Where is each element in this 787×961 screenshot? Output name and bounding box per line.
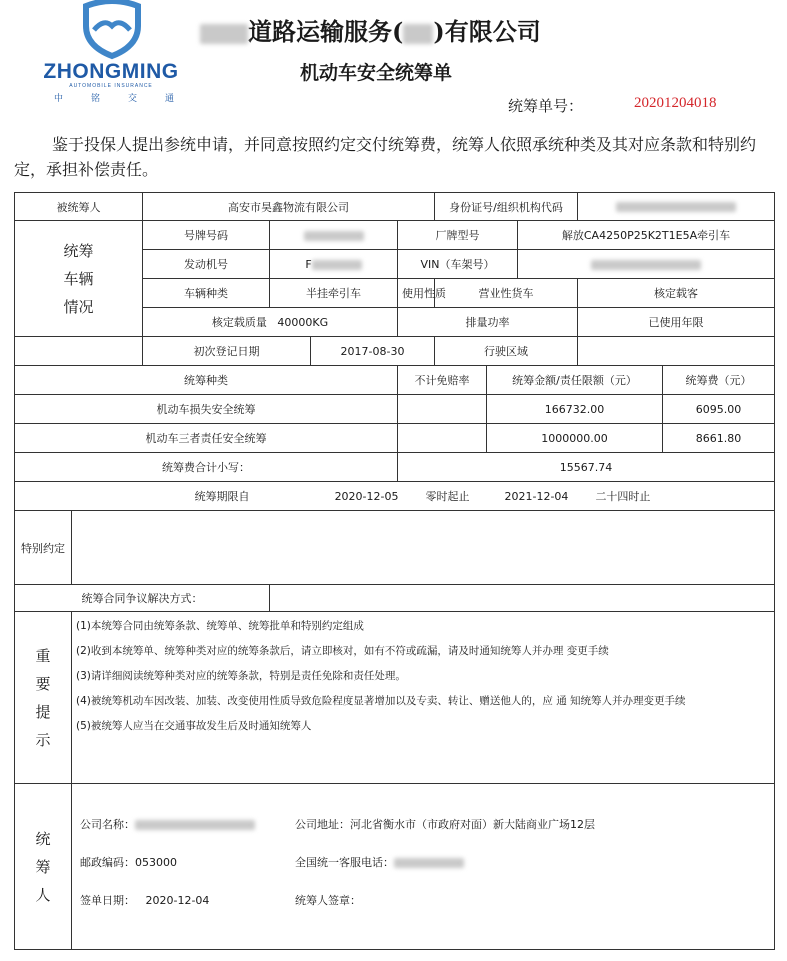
vin-label: VIN（车架号） — [398, 250, 518, 279]
tips-list — [72, 612, 775, 784]
tip-item: (4)被统筹机动车因改装、加装、改变使用性质导致危险程度显著增加以及专卖、转让、赠送他人的，应 通 知统筹人并办理变更手续 — [76, 695, 686, 707]
coverage-header-fee: 统筹费（元） — [663, 366, 775, 395]
redacted-block — [616, 202, 736, 212]
engine-value: F — [270, 250, 398, 279]
coverage-header-deductible: 不计免赔率 — [398, 366, 487, 395]
tip-item: (5)被统筹人应当在交通事故发生后及时通知统筹人 — [76, 720, 312, 732]
area-value — [578, 337, 775, 366]
coverage-row-amount: 166732.00 — [487, 395, 663, 424]
redacted-block — [304, 231, 364, 241]
logo-cn-text: 中 铭 交 通 — [54, 94, 174, 104]
doc-number-label: 统筹单号： — [508, 97, 584, 115]
tip-item: (3)请详细阅读统筹种类对应的统筹条款，特别是责任免除和责任处理。 — [76, 670, 406, 682]
coverage-row-amount: 1000000.00 — [487, 424, 663, 453]
special-value — [72, 511, 775, 585]
coverage-row-deductible — [398, 424, 487, 453]
use-label: 使用性质 — [398, 279, 435, 308]
brand-value: 解放CA4250P25K2T1E5A牵引车 — [518, 221, 775, 250]
insurer-info: 公司名称： 公司地址：河北省衡水市（市政府对面）新大陆商业广场12层 邮政编码：053000 全国统一客服电话： 签单日期： 2020-12-04 统筹人签章： — [72, 784, 775, 950]
coverage-header-type: 统筹种类 — [15, 366, 398, 395]
redacted-block — [200, 24, 248, 44]
plate-value — [270, 221, 398, 250]
reg-date-label: 初次登记日期 — [143, 337, 311, 366]
redacted-block — [312, 260, 362, 270]
area-label: 行驶区域 — [435, 337, 578, 366]
type-label: 车辆种类 — [143, 279, 270, 308]
insurer-sign-label: 统筹人签章： — [295, 894, 361, 907]
reg-date-value: 2017-08-30 — [311, 337, 435, 366]
dispute-label: 统筹合同争议解决方式： — [15, 585, 270, 612]
company-name: 道路运输服务( )有限公司 — [200, 12, 541, 47]
insurer-address: 河北省衡水市（市政府对面）新大陆商业广场12层 — [350, 818, 595, 831]
years-label: 已使用年限 — [578, 308, 775, 337]
spacer-cell — [15, 337, 143, 366]
power-label: 排量功率 — [398, 308, 578, 337]
coverage-header-amount: 统筹金额/责任限额（元） — [487, 366, 663, 395]
load-cell: 核定载质量 40000KG — [143, 308, 398, 337]
tip-item: (1)本统筹合同由统筹条款、统筹单、统筹批单和特别约定组成 — [76, 620, 364, 632]
insured-label: 被统筹人 — [15, 193, 143, 221]
logo-sub-text: AUTOMOBILE INSURANCE — [69, 83, 153, 89]
seats-label: 核定载客 — [578, 279, 775, 308]
insurer-label: 统 筹 人 — [15, 784, 72, 950]
period-row: 统筹期限自 2020-12-05 零时起止 2021-12-04 二十四时止 — [15, 482, 775, 511]
sign-date: 2020-12-04 — [145, 894, 210, 907]
tips-label: 重 要 提 示 — [15, 612, 72, 784]
coverage-row-name: 机动车三者责任安全统筹 — [15, 424, 398, 453]
redacted-block — [394, 858, 464, 868]
doc-number: 20201204018 — [634, 95, 717, 111]
vin-value — [518, 250, 775, 279]
company-logo — [30, 0, 190, 108]
coverage-row-name: 机动车损失安全统筹 — [15, 395, 398, 424]
coverage-row-fee: 6095.00 — [663, 395, 775, 424]
vehicle-section-label: 统筹 车辆 情况 — [15, 221, 143, 337]
brand-label: 厂牌型号 — [398, 221, 518, 250]
plate-label: 号牌号码 — [143, 221, 270, 250]
id-label: 身份证号/组织机构代码 — [435, 193, 578, 221]
coverage-row-deductible — [398, 395, 487, 424]
id-value — [578, 193, 775, 221]
redacted-block — [591, 260, 701, 270]
tip-item: (2)收到本统筹单、统筹种类对应的统筹条款后，请立即核对，如有不符或疏漏，请及时通知统筹人并办理 变更手续 — [76, 645, 609, 657]
use-value: 营业性货车 — [435, 279, 578, 308]
policy-form-table — [14, 192, 775, 950]
redacted-block — [403, 24, 433, 44]
insured-name: 高安市昊鑫物流有限公司 — [143, 193, 435, 221]
intro-paragraph: 鉴于投保人提出参统申请，并同意按照约定交付统筹费，统筹人依照承统种类及其对应条款和特别约定，承担补偿责任。 — [14, 135, 757, 179]
doc-title: 机动车安全统筹单 — [300, 62, 453, 84]
engine-label: 发动机号 — [143, 250, 270, 279]
handshake-logo-icon — [78, 0, 146, 58]
type-value: 半挂牵引车 — [270, 279, 398, 308]
coverage-row-fee: 8661.80 — [663, 424, 775, 453]
logo-brand-text: ZHONGMING — [43, 60, 179, 83]
special-label: 特别约定 — [15, 511, 72, 585]
redacted-block — [135, 820, 255, 830]
total-value: 15567.74 — [398, 453, 775, 482]
dispute-value — [270, 585, 775, 612]
insurer-postcode: 053000 — [135, 856, 177, 869]
total-label: 统筹费合计小写： — [15, 453, 398, 482]
